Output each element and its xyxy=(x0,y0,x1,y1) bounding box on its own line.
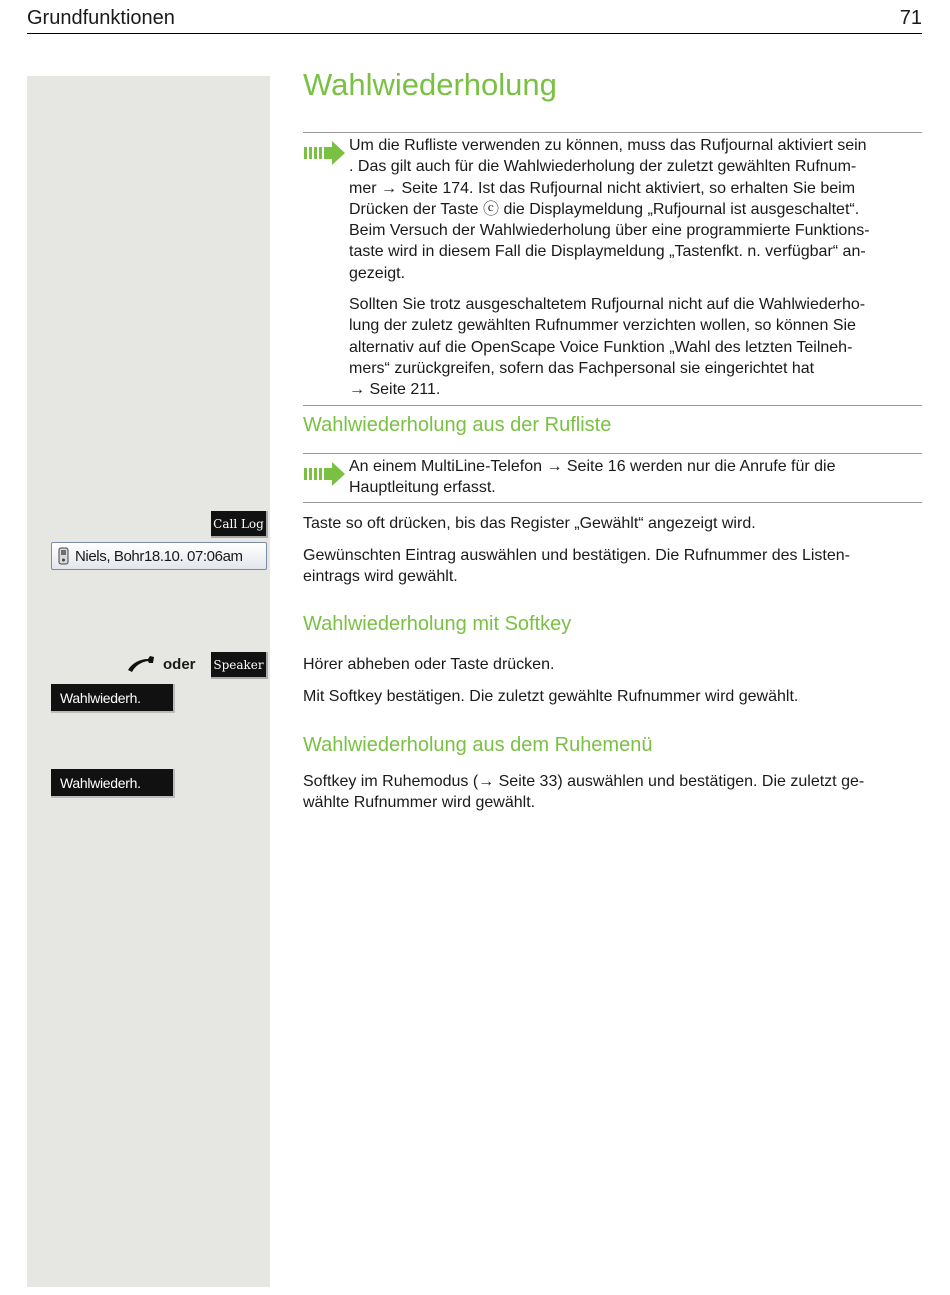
speaker-key[interactable]: Speaker xyxy=(211,652,268,679)
step-select-entry xyxy=(303,545,923,588)
note1-line: alternativ auf die OpenScape Voice Funktion „Wahl des letzten Teilneh- xyxy=(349,338,853,356)
handset-lift-icon xyxy=(126,654,156,674)
note1-line: mer → Seite 174. Ist das Rufjournal nicht aktiviert, so erhalten Sie beim xyxy=(349,179,856,197)
page-number: 71 xyxy=(899,7,922,29)
note-line: Hauptleitung erfasst. xyxy=(349,479,496,497)
note1-line: Um die Rufliste verwenden zu können, muss das Rufjournal aktiviert sein xyxy=(349,137,867,154)
step-call-log: Taste so oft drücken, bis das Register „Gewählt“ angezeigt wird. xyxy=(303,515,756,532)
step-lift-handset: Hörer abheben oder Taste drücken. xyxy=(303,656,555,673)
note1-paragraph-1 xyxy=(349,135,929,284)
mobile-phone-icon xyxy=(58,547,69,565)
note1-line: . Das gilt auch für die Wahlwiederholung der zuletzt gewählten Rufnum- xyxy=(349,158,857,176)
step-idle-menu xyxy=(303,771,923,814)
note1-line: lung der zuletz gewählten Rufnummer verzichten wollen, so können Sie xyxy=(349,317,856,335)
step-confirm-softkey: Mit Softkey bestätigen. Die zuletzt gewählte Rufnummer wird gewählt. xyxy=(303,688,799,705)
note1-line: Beim Versuch der Wahlwiederholung über eine programmierte Funktions- xyxy=(349,222,870,240)
call-log-key[interactable]: Call Log xyxy=(211,511,268,538)
note1-line: Drücken der Taste ⓒ die Displaymeldung „Rufjournal ist ausgeschaltet“. xyxy=(349,200,860,218)
note-rule-top xyxy=(303,453,922,454)
section-heading-ruhemenue: Wahlwiederholung aus dem Ruhemenü xyxy=(303,734,653,756)
step-line: Softkey im Ruhemodus (→ Seite 33) auswählen und bestätigen. Die zuletzt ge- xyxy=(303,773,865,790)
note1-line: mers“ zurückgreifen, sofern das Fachpersonal sie eingerichtet hat xyxy=(349,359,815,377)
header-rule xyxy=(27,33,922,34)
step-line: Gewünschten Eintrag auswählen und bestätigen. Die Rufnummer des Listen- xyxy=(303,547,850,564)
note-rule-top xyxy=(303,132,922,133)
note-rule-bottom xyxy=(303,502,922,503)
step-line: eintrags wird gewählt. xyxy=(303,568,458,586)
note1-paragraph-2 xyxy=(349,294,929,400)
section-heading-rufliste: Wahlwiederholung aus der Rufliste xyxy=(303,414,612,436)
note-rule-bottom xyxy=(303,405,922,406)
note-line: An einem MultiLine-Telefon → Seite 16 werden nur die Anrufe für die xyxy=(349,458,836,475)
note1-line: taste wird in diesem Fall die Displaymeldung „Tastenfkt. n. verfügbar“ an- xyxy=(349,243,866,261)
left-margin-column xyxy=(27,76,270,1287)
note1-line: gezeigt. xyxy=(349,264,406,282)
page-title: Wahlwiederholung xyxy=(303,67,557,102)
arrow-note-icon xyxy=(304,462,346,486)
redial-softkey-idle[interactable]: Wahlwiederh. xyxy=(51,769,175,798)
note1-line: → Seite 211. xyxy=(349,381,441,399)
section-heading-softkey: Wahlwiederholung mit Softkey xyxy=(303,613,572,635)
call-list-entry[interactable] xyxy=(51,542,267,570)
call-list-entry-text: Niels, Bohr18.10. 07:06am xyxy=(75,547,243,565)
arrow-note-icon xyxy=(304,141,346,165)
section1-note xyxy=(349,456,929,499)
running-header-section: Grundfunktionen xyxy=(27,7,175,29)
note1-line: Sollten Sie trotz ausgeschaltetem Rufjournal nicht auf die Wahlwiederho- xyxy=(349,296,866,313)
step-line: wählte Rufnummer wird gewählt. xyxy=(303,794,536,812)
oder-label: oder xyxy=(163,656,196,673)
redial-softkey[interactable]: Wahlwiederh. xyxy=(51,684,175,713)
